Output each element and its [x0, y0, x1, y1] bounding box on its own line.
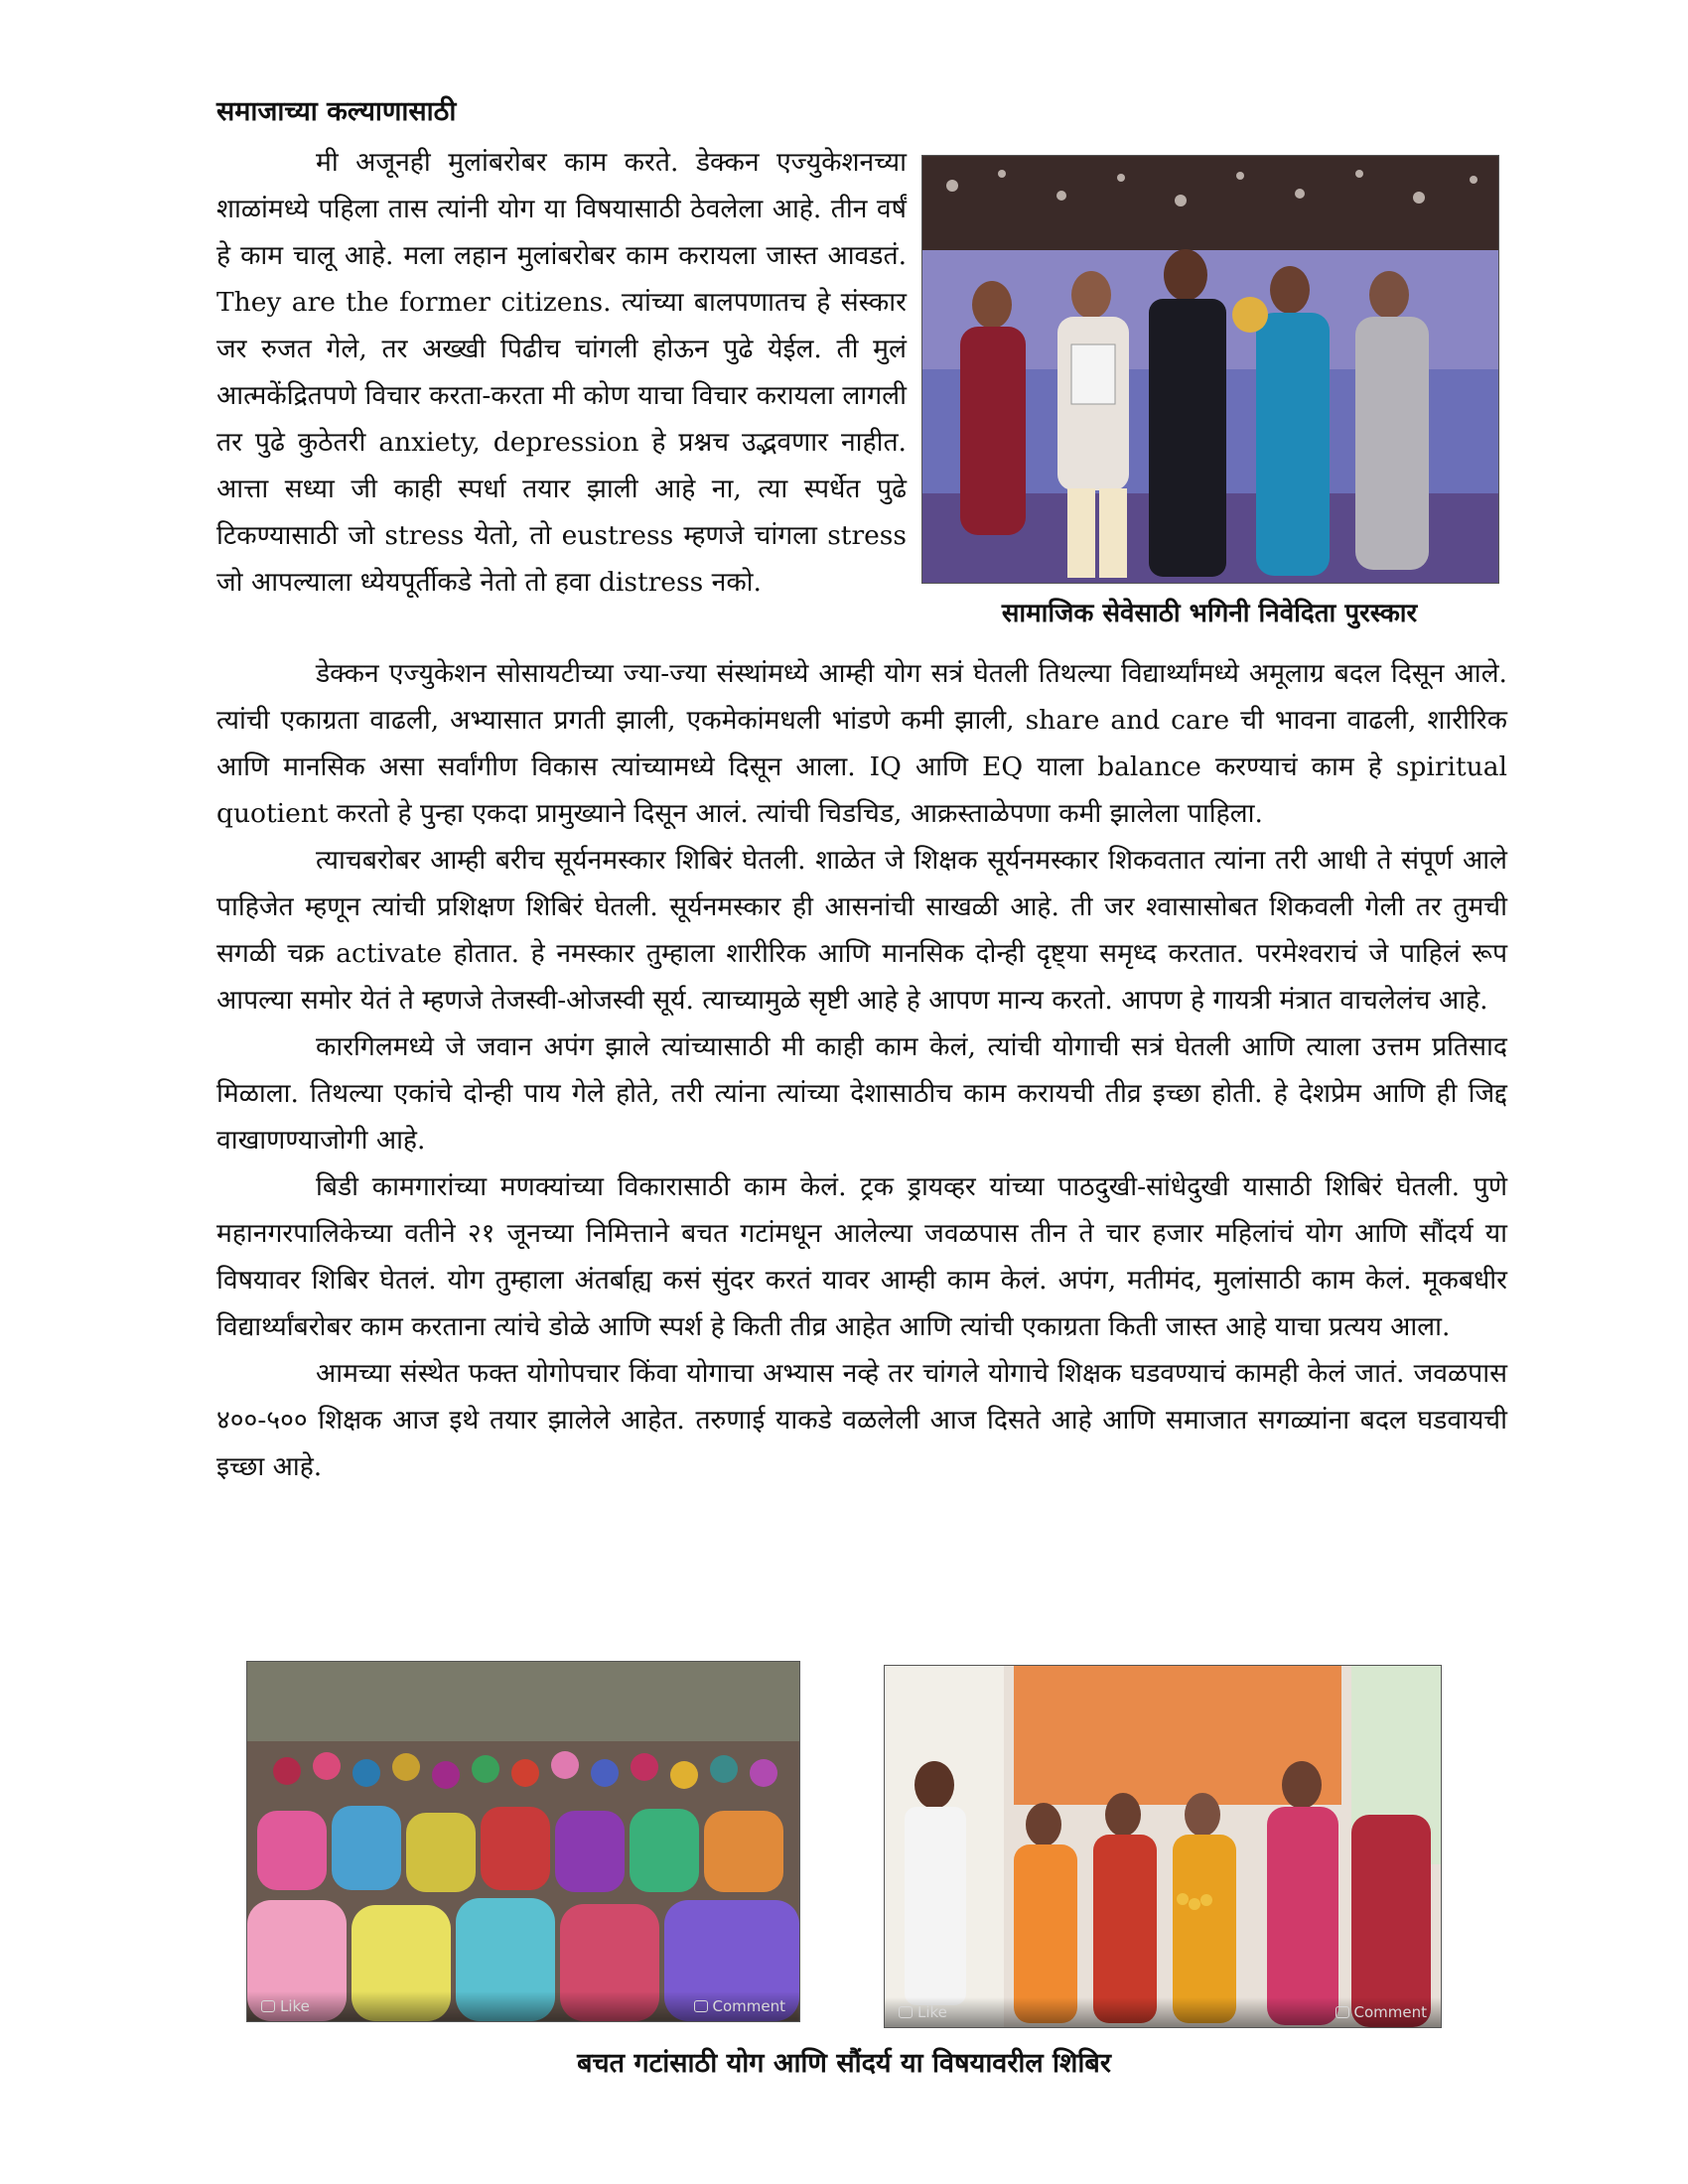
paragraph-3: कारगिलमध्ये जे जवान अपंग झाले त्यांच्यासाठी मी काही काम केलं, त्यांची योगाची सत्रं घेतली आणि त्याला उत्तम प्रतिसाद मिळाला. तिथल्या एकांचे दोन्ही पाय गेले होते, तरी त्यांना त्यांच्या देशासाठीच काम करायची तीव्र इच्छा होती. हे देशप्रेम आणि ही जिद्द वाखाणण्याजोगी आहे. — [216, 1031, 1507, 1156]
section-heading: समाजाच्या कल्याणासाठी — [216, 96, 457, 127]
award-photo — [921, 155, 1499, 584]
ceremony-photo — [884, 1665, 1442, 2028]
body-text — [216, 650, 1507, 1490]
like-button[interactable] — [261, 1997, 310, 2015]
like-label: Like — [917, 2003, 947, 2021]
thumbs-up-icon — [899, 2006, 913, 2018]
crowd-photo-overlay — [247, 1991, 799, 2021]
crowd-photo — [246, 1661, 800, 2022]
thumbs-up-icon — [261, 2000, 275, 2012]
comment-button[interactable] — [694, 1997, 786, 2015]
paragraph-2: त्याचबरोबर आम्ही बरीच सूर्यनमस्कार शिबिरं घेतली. शाळेत जे शिक्षक सूर्यनमस्कार शिकवतात त्यांना तरी आधी ते संपूर्ण आले पाहिजेत म्हणून त्यांची प्रशिक्षण शिबिरं घेतली. सूर्यनमस्कार ही आसनांची साखळी आहे. ती जर श्वासासोबत शिकवली गेली तर तुमची सगळी चक्र activate होतात. हे नमस्कार तुम्हाला शारीरिक आणि मानसिक दोन्ही दृष्ट्या समृध्द करतात. परमेश्वराचं जे पाहिलं रूप आपल्या समोर येतं ते म्हणजे तेजस्वी-ओजस्वी सूर्य. त्याच्यामुळे सृष्टी आहे हे आपण मान्य करतो. आपण हे गायत्री मंत्रात वाचलेलंच आहे. — [216, 845, 1507, 1016]
like-button[interactable] — [899, 2003, 947, 2021]
intro-paragraph: मी अजूनही मुलांबरोबर काम करते. डेक्कन एज्युकेशनच्या शाळांमध्ये पहिला तास त्यांनी योग या विषयासाठी ठेवलेला आहे. तीन वर्षं हे काम चालू आहे. मला लहान मुलांबरोबर काम करायला जास्त आवडतं. They are the former citizens. त्यांच्या बालपणातच हे संस्कार जर रुजत गेले, तर अख्खी पिढीच चांगली होऊन पुढे येईल. ती मुलं आत्मकेंद्रितपणे विचार करता-करता मी कोण याचा विचार करायला लागली तर पुढे कुठेतरी anxiety, depression हे प्रश्नच उद्भवणार नाहीत. आत्ता सध्या जी काही स्पर्धा तयार झाली आहे ना, त्या स्पर्धेत पुढे टिकण्यासाठी जो stress येतो, तो eustress म्हणजे चांगला stress जो आपल्याला ध्येयपूर्तीकडे नेतो तो हवा distress नको. — [216, 147, 907, 598]
comment-icon — [1336, 2006, 1349, 2018]
comment-label: Comment — [1353, 2003, 1427, 2021]
comment-label: Comment — [712, 1997, 785, 2015]
award-photo-caption: सामाजिक सेवेसाठी भगिनी निवेदिता पुरस्कार — [1001, 599, 1418, 628]
like-label: Like — [280, 1997, 310, 2015]
comment-button[interactable] — [1336, 2003, 1428, 2021]
paragraph-1: डेक्कन एज्युकेशन सोसायटीच्या ज्या-ज्या संस्थांमध्ये आम्ही योग सत्रं घेतली तिथल्या विद्यार्थ्यांमध्ये अमूलाग्र बदल दिसून आले. त्यांची एकाग्रता वाढली, अभ्यासात प्रगती झाली, एकमेकांमधली भांडणे कमी झाली, share and care ची भावना वाढली, शारीरिक आणि मानसिक असा सर्वांगीण विकास त्यांच्यामध्ये दिसून आला. IQ आणि EQ याला balance करण्याचं काम हे spiritual quotient करतो हे पुन्हा एकदा प्रामुख्याने दिसून आलं. त्यांची चिडचिड, आक्रस्ताळेपणा कमी झालेला पाहिला. — [216, 658, 1507, 829]
paragraph-4: बिडी कामगारांच्या मणक्यांच्या विकारासाठी काम केलं. ट्रक ड्रायव्हर यांच्या पाठदुखी-सांधेदुखी यासाठी शिबिरं घेतली. पुणे महानगरपालिकेच्या वतीने २१ जूनच्या निमित्ताने बचत गटांमधून आलेल्या जवळपास तीन ते चार हजार महिलांचं योग आणि सौंदर्य या विषयावर शिबिर घेतलं. योग तुम्हाला अंतर्बाह्य कसं सुंदर करतं यावर आम्ही काम केलं. अपंग, मतीमंद, मुलांसाठी काम केलं. मूकबधीर विद्यार्थ्यांबरोबर काम करताना त्यांचे डोळे आणि स्पर्श हे किती तीव्र आहेत आणि त्यांची एकाग्रता किती जास्त आहे याचा प्रत्यय आला. — [216, 1171, 1507, 1342]
bottom-photos-caption: बचत गटांसाठी योग आणि सौंदर्य या विषयावरील शिबिर — [577, 2048, 1111, 2079]
comment-icon — [694, 2000, 708, 2012]
ceremony-photo-overlay — [885, 1997, 1441, 2027]
paragraph-5: आमच्या संस्थेत फक्त योगोपचार किंवा योगाचा अभ्यास नव्हे तर चांगले योगाचे शिक्षक घडवण्याचं कामही केलं जातं. जवळपास ४००-५०० शिक्षक आज इथे तयार झालेले आहेत. तरुणाई याकडे वळलेली आज दिसते आहे आणि समाजात सगळ्यांना बदल घडवायची इच्छा आहे. — [216, 1358, 1507, 1482]
